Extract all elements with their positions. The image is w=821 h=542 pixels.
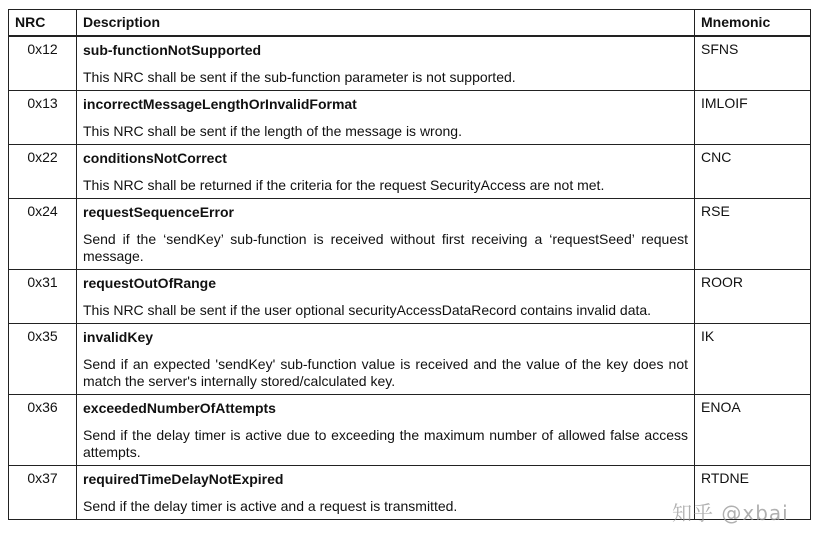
- nrc-code: 0x22: [9, 144, 77, 198]
- nrc-code: 0x13: [9, 90, 77, 144]
- header-nrc: NRC: [9, 10, 77, 36]
- nrc-name: requestOutOfRange: [83, 274, 217, 291]
- watermark: 知乎 @xbai: [672, 501, 789, 525]
- description-cell: [77, 198, 695, 269]
- nrc-description: Send if an expected 'sendKey' sub-function value is received and the value of the key does not match the server's internally stored/calculated key.: [83, 355, 688, 389]
- table-row: [9, 269, 811, 323]
- table-row: [9, 394, 811, 465]
- nrc-mnemonic: IMLOIF: [695, 90, 811, 144]
- description-cell: [77, 90, 695, 144]
- nrc-code: 0x35: [9, 323, 77, 394]
- description-cell: [77, 465, 695, 519]
- nrc-code: 0x36: [9, 394, 77, 465]
- header-mnemonic: Mnemonic: [695, 10, 811, 36]
- table-row: [9, 323, 811, 394]
- nrc-mnemonic: RSE: [695, 198, 811, 269]
- nrc-code: 0x12: [9, 36, 77, 91]
- description-cell: [77, 36, 695, 91]
- description-cell: [77, 394, 695, 465]
- table-header-row: [9, 10, 811, 36]
- nrc-code: 0x31: [9, 269, 77, 323]
- nrc-name: sub-functionNotSupported: [83, 41, 262, 58]
- table-row: [9, 36, 811, 91]
- nrc-description: This NRC shall be returned if the criteria for the request SecurityAccess are not met.: [83, 176, 605, 193]
- nrc-name: requestSequenceError: [83, 203, 234, 220]
- nrc-description: This NRC shall be sent if the user optional securityAccessDataRecord contains invalid data.: [83, 301, 652, 318]
- table-row: [9, 198, 811, 269]
- nrc-description: Send if the delay timer is active due to exceeding the maximum number of allowed false access attempts.: [83, 426, 688, 460]
- table-row: [9, 144, 811, 198]
- nrc-mnemonic: CNC: [695, 144, 811, 198]
- description-cell: [77, 144, 695, 198]
- nrc-code: 0x24: [9, 198, 77, 269]
- nrc-description: Send if the delay timer is active and a request is transmitted.: [83, 497, 458, 514]
- description-cell: [77, 269, 695, 323]
- nrc-name: invalidKey: [83, 328, 154, 345]
- nrc-name: incorrectMessageLengthOrInvalidFormat: [83, 95, 357, 112]
- nrc-mnemonic: IK: [695, 323, 811, 394]
- table-row: [9, 90, 811, 144]
- nrc-description: This NRC shall be sent if the sub-function parameter is not supported.: [83, 68, 516, 85]
- nrc-name: exceededNumberOfAttempts: [83, 399, 276, 416]
- nrc-mnemonic: ENOA: [695, 394, 811, 465]
- nrc-mnemonic: ROOR: [695, 269, 811, 323]
- nrc-mnemonic: RTDNE: [695, 465, 811, 519]
- description-cell: [77, 323, 695, 394]
- nrc-mnemonic: SFNS: [695, 36, 811, 91]
- nrc-description: Send if the ‘sendKey’ sub-function is received without first receiving a ‘requestSeed’ request message.: [83, 230, 688, 264]
- header-description: Description: [77, 10, 695, 36]
- nrc-name: requiredTimeDelayNotExpired: [83, 470, 284, 487]
- nrc-table: [8, 9, 811, 520]
- nrc-name: conditionsNotCorrect: [83, 149, 227, 166]
- nrc-code: 0x37: [9, 465, 77, 519]
- nrc-description: This NRC shall be sent if the length of the message is wrong.: [83, 122, 462, 139]
